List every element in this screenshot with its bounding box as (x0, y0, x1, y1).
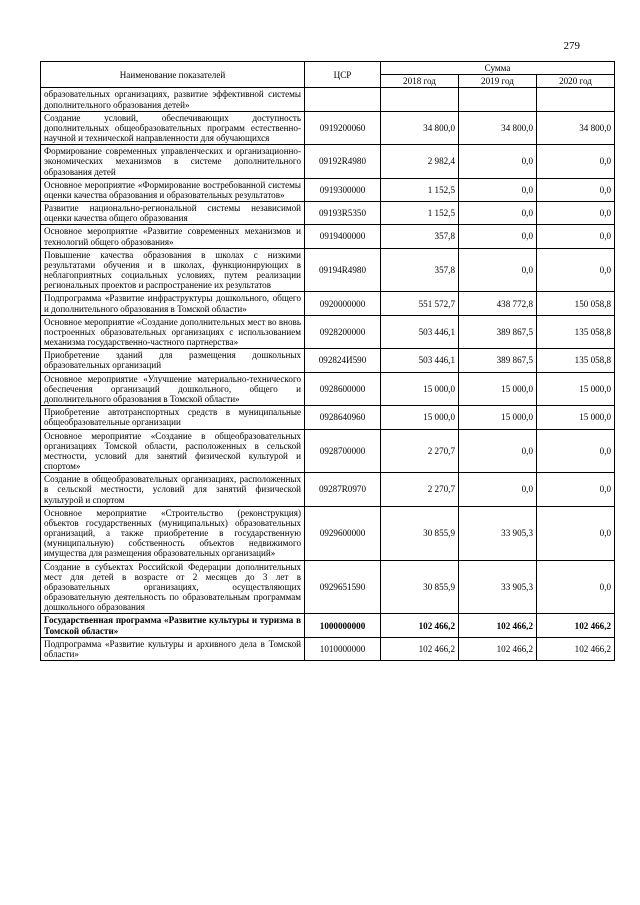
row-value-2018 (381, 88, 459, 111)
row-value-2019: 389 867,5 (459, 315, 537, 349)
table-row (41, 111, 615, 145)
row-value-2019: 33 905,3 (459, 506, 537, 560)
row-value-2018: 34 800,0 (381, 111, 459, 145)
row-value-2020: 15 000,0 (537, 372, 615, 406)
table-row (41, 349, 615, 372)
row-value-2020: 0,0 (537, 506, 615, 560)
row-value-2020: 0,0 (537, 473, 615, 507)
table-row (41, 292, 615, 315)
row-value-2020: 150 058,8 (537, 292, 615, 315)
row-value-2018: 357,8 (381, 225, 459, 248)
row-value-2020: 135 058,8 (537, 315, 615, 349)
row-code: 0928600000 (305, 372, 381, 406)
row-value-2018: 30 855,9 (381, 506, 459, 560)
row-name: Основное мероприятие «Создание в общеобразовательных организациях Томской области, расположенных в сельской местности, условий для занятий физической культурой и спортом» (41, 429, 305, 473)
row-value-2018: 2 270,7 (381, 473, 459, 507)
row-value-2018: 15 000,0 (381, 406, 459, 429)
row-name: Основное мероприятие «Создание дополнительных мест во вновь построенных образовательных организациях с использованием механизма государственно-частного партнерства» (41, 315, 305, 349)
row-value-2019: 15 000,0 (459, 372, 537, 406)
header-year-2020: 2020 год (537, 75, 615, 88)
row-name: Формирование современных управленческих и организационно-экономических механизмов в системе дополнительного образования детей (41, 145, 305, 179)
table-row (41, 560, 615, 614)
table-row (41, 248, 615, 292)
row-name: Основное мероприятие «Улучшение материально-технического обеспечения организаций дошкольного, общего и дополнительного образования в Томской области» (41, 372, 305, 406)
header-name: Наименование показателей (41, 62, 305, 88)
row-value-2019: 102 466,2 (459, 614, 537, 637)
row-name: Основное мероприятие «Формирование востребованной системы оценки качества образования и образовательных результатов» (41, 178, 305, 201)
row-code: 09287R0970 (305, 473, 381, 507)
row-value-2020: 135 058,8 (537, 349, 615, 372)
row-value-2019: 0,0 (459, 429, 537, 473)
table-row (41, 637, 615, 660)
row-value-2020: 0,0 (537, 178, 615, 201)
row-value-2019: 0,0 (459, 202, 537, 225)
page-number: 279 (563, 40, 580, 52)
row-code: 0919400000 (305, 225, 381, 248)
row-value-2019: 102 466,2 (459, 637, 537, 660)
row-value-2018: 2 270,7 (381, 429, 459, 473)
row-name: Приобретение зданий для размещения дошкольных образовательных организаций (41, 349, 305, 372)
budget-table (40, 61, 615, 661)
row-value-2019: 0,0 (459, 248, 537, 292)
row-value-2019: 33 905,3 (459, 560, 537, 614)
row-value-2020: 102 466,2 (537, 614, 615, 637)
row-code: 0929651590 (305, 560, 381, 614)
table-row (41, 178, 615, 201)
row-name: Государственная программа «Развитие культуры и туризма в Томской области» (41, 614, 305, 637)
row-code: 09194R4980 (305, 248, 381, 292)
row-code: 0928200000 (305, 315, 381, 349)
row-value-2018: 102 466,2 (381, 637, 459, 660)
table-row (41, 614, 615, 637)
row-name: Основное мероприятие «Развитие современных механизмов и технологий общего образования» (41, 225, 305, 248)
table-row (41, 315, 615, 349)
row-name: Подпрограмма «Развитие культуры и архивного дела в Томской области» (41, 637, 305, 660)
header-sum: Сумма (381, 62, 615, 75)
row-name: Повышение качества образования в школах с низкими результатами обучения и в школах, функционирующих в неблагоприятных социальных условиях, путем реализации региональных проектов и распространение их результатов (41, 248, 305, 292)
row-value-2020: 34 800,0 (537, 111, 615, 145)
row-value-2020: 0,0 (537, 560, 615, 614)
row-code: 0919300000 (305, 178, 381, 201)
row-value-2019: 0,0 (459, 178, 537, 201)
row-code (305, 88, 381, 111)
row-value-2018: 102 466,2 (381, 614, 459, 637)
row-name: Создание в общеобразовательных организациях, расположенных в сельской местности, условий для занятий физической культурой и спортом (41, 473, 305, 507)
row-code: 1000000000 (305, 614, 381, 637)
row-name: Основное мероприятие «Строительство (реконструкция) объектов государственных (муниципальных) образовательных организаций, а также приобретение в государственную (муниципальную) собственность объектов недвижимого имущества для размещения образовательных организаций» (41, 506, 305, 560)
row-name: Подпрограмма «Развитие инфраструктуры дошкольного, общего и дополнительного образования в Томской области» (41, 292, 305, 315)
row-value-2018: 2 982,4 (381, 145, 459, 179)
row-value-2018: 30 855,9 (381, 560, 459, 614)
row-code: 1010000000 (305, 637, 381, 660)
row-code: 0928700000 (305, 429, 381, 473)
row-value-2018: 1 152,5 (381, 178, 459, 201)
row-value-2018: 1 152,5 (381, 202, 459, 225)
table-body (41, 88, 615, 661)
table-row (41, 506, 615, 560)
header-year-2018: 2018 год (381, 75, 459, 88)
row-value-2020 (537, 88, 615, 111)
row-code: 0928640960 (305, 406, 381, 429)
row-value-2020: 0,0 (537, 429, 615, 473)
row-value-2018: 15 000,0 (381, 372, 459, 406)
row-name: Создание условий, обеспечивающих доступность дополнительных общеобразовательных программ естественно-научной и технической направленности для обучающихся (41, 111, 305, 145)
row-value-2020: 15 000,0 (537, 406, 615, 429)
row-value-2019: 438 772,8 (459, 292, 537, 315)
row-value-2019: 0,0 (459, 225, 537, 248)
row-code: 0920000000 (305, 292, 381, 315)
header-year-2019: 2019 год (459, 75, 537, 88)
row-code: 09193R5350 (305, 202, 381, 225)
row-value-2018: 551 572,7 (381, 292, 459, 315)
table-row (41, 88, 615, 111)
row-code: 092824И590 (305, 349, 381, 372)
row-name: образовательных организациях, развитие эффективной системы дополнительного образования детей» (41, 88, 305, 111)
row-value-2019: 34 800,0 (459, 111, 537, 145)
row-name: Создание в субъектах Российской Федерации дополнительных мест для детей в возрасте от 2 месяцев до 3 лет в образовательных организациях, осуществляющих образовательную деятельность по образовательным программам дошкольного образования (41, 560, 305, 614)
table-row (41, 406, 615, 429)
row-name: Приобретение автотранспортных средств в муниципальные общеобразовательные организации (41, 406, 305, 429)
table-row (41, 145, 615, 179)
row-name: Развитие национально-региональной системы независимой оценки качества общего образования (41, 202, 305, 225)
row-code: 0929600000 (305, 506, 381, 560)
row-value-2019 (459, 88, 537, 111)
row-code: 0919200060 (305, 111, 381, 145)
header-code: ЦСР (305, 62, 381, 88)
row-value-2018: 503 446,1 (381, 349, 459, 372)
row-value-2019: 0,0 (459, 145, 537, 179)
row-code: 09192R4980 (305, 145, 381, 179)
row-value-2018: 503 446,1 (381, 315, 459, 349)
row-value-2019: 0,0 (459, 473, 537, 507)
table-row (41, 429, 615, 473)
row-value-2020: 0,0 (537, 248, 615, 292)
row-value-2020: 0,0 (537, 145, 615, 179)
row-value-2020: 102 466,2 (537, 637, 615, 660)
row-value-2019: 389 867,5 (459, 349, 537, 372)
row-value-2018: 357,8 (381, 248, 459, 292)
row-value-2020: 0,0 (537, 202, 615, 225)
table-row (41, 473, 615, 507)
table-row (41, 202, 615, 225)
row-value-2019: 15 000,0 (459, 406, 537, 429)
row-value-2020: 0,0 (537, 225, 615, 248)
table-row (41, 225, 615, 248)
table-row (41, 372, 615, 406)
